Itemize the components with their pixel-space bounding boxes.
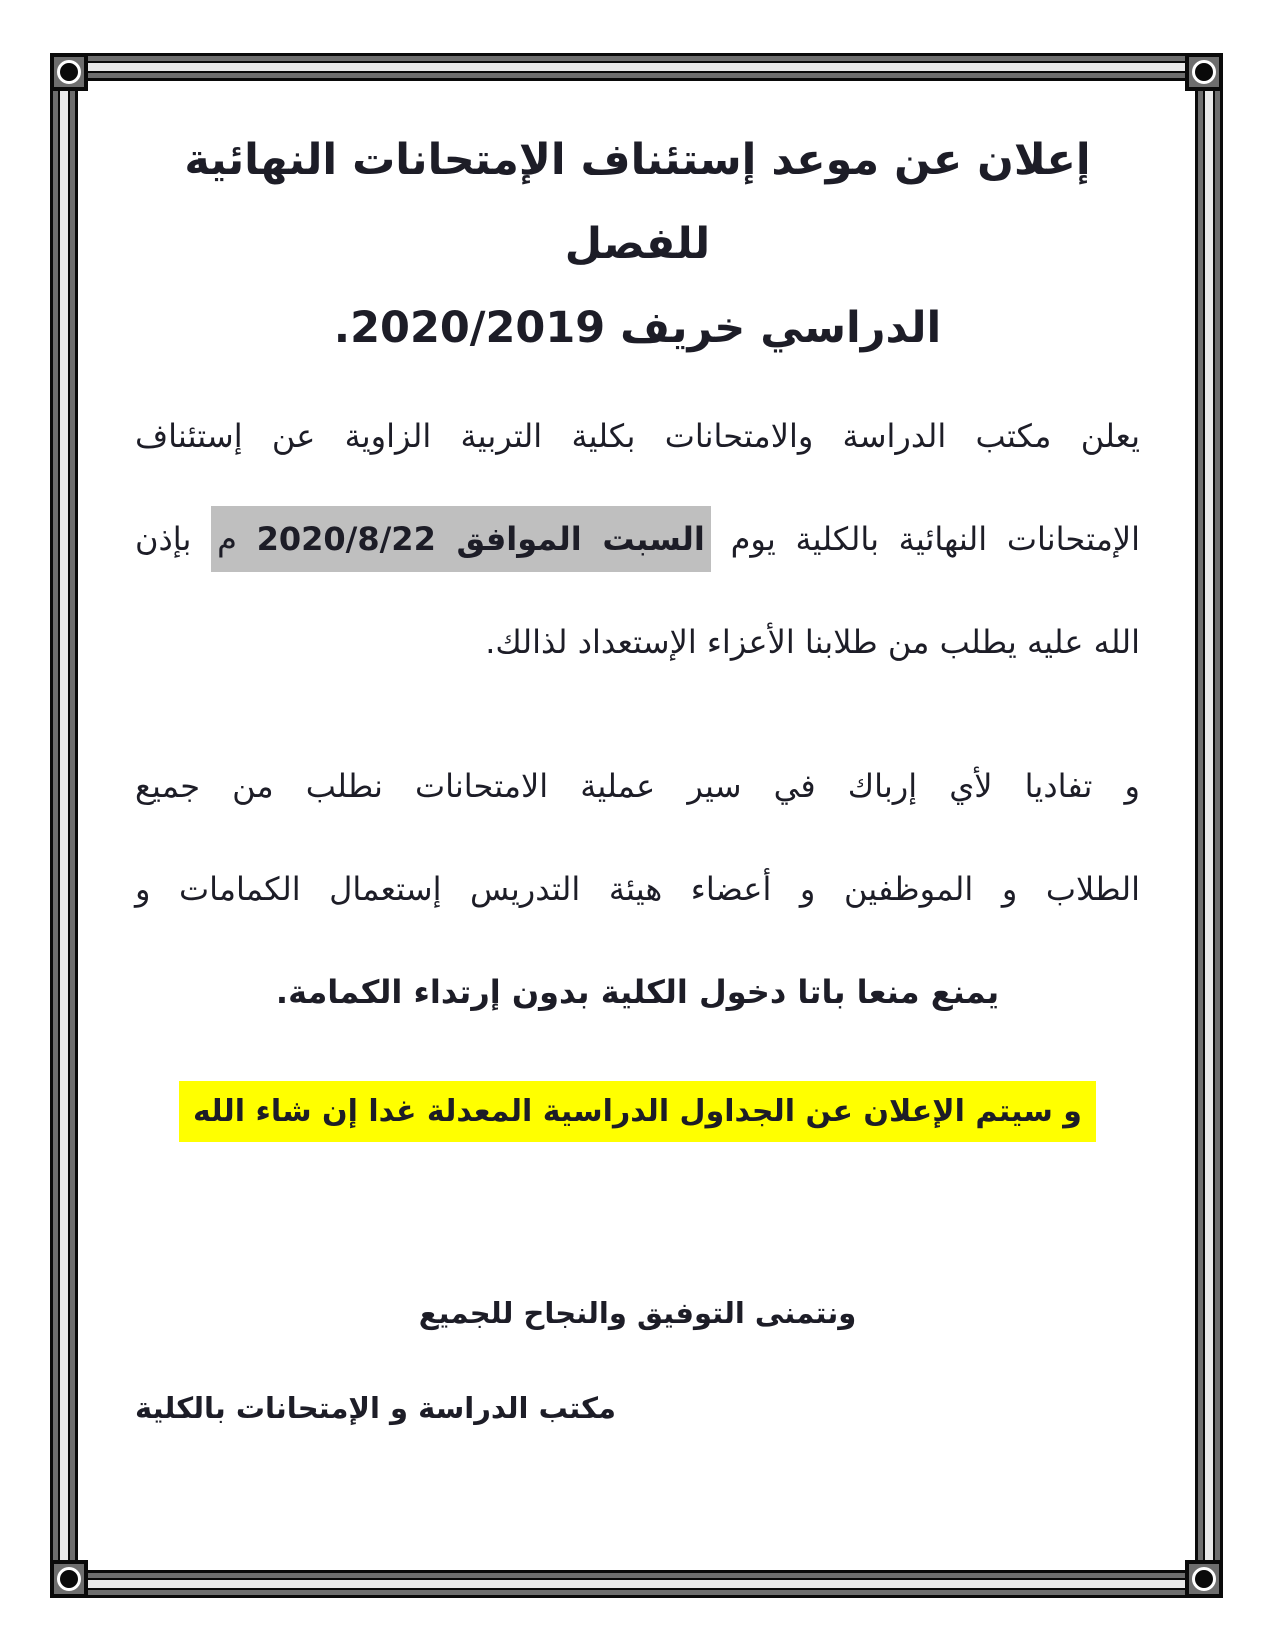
document-title [135, 118, 1140, 370]
corner-ornament-bottom-right [1185, 1560, 1223, 1598]
paragraph1-line2 [135, 488, 1140, 591]
paragraph2-line3-mask-rule: يمنع منعا باتا دخول الكلية بدون إرتداء الكمامة. [275, 973, 1000, 1011]
corner-ornament-top-right [1185, 53, 1223, 91]
closing-wishes: ونتمنى التوفيق والنجاح للجميع [418, 1296, 857, 1330]
paragraph-mask-requirement [135, 735, 1140, 1044]
border-edge-right [1195, 89, 1223, 1562]
title-line-2: الدراسي خريف 2020/2019. [333, 303, 942, 353]
paragraph1-line3: الله عليه يطلب من طلابنا الأعزاء الإستعداد لذالك. [485, 623, 1140, 661]
corner-ornament-bottom-left [50, 1560, 88, 1598]
yellow-highlighted-text: و سيتم الإعلان عن الجداول الدراسية المعدلة غدا إن شاء الله [179, 1081, 1096, 1142]
exam-date-suffix: م [217, 520, 257, 558]
paragraph1-line2-pre: الإمتحانات النهائية بالكلية يوم [710, 520, 1141, 558]
corner-ornament-top-left [50, 53, 88, 91]
title-line-1: إعلان عن موعد إستئناف الإمتحانات النهائية للفصل [184, 135, 1091, 269]
border-edge-top [86, 53, 1187, 81]
highlighted-exam-date [211, 506, 711, 572]
paragraph2-line2: الطلاب و الموظفين و أعضاء هيئة التدريس إستعمال الكمامات و [135, 870, 1140, 908]
exam-date-text: السبت الموافق 2020/8/22 [256, 520, 705, 558]
schedule-announcement-line [135, 1080, 1140, 1144]
paragraph2-line1: و تفاديا لأي إرباك في سير عملية الامتحانات نطلب من جميع [135, 767, 1140, 805]
paragraph-exam-resumption [135, 385, 1140, 694]
border-edge-left [50, 89, 78, 1562]
border-edge-bottom [86, 1570, 1187, 1598]
paragraph1-line2-post: بإذن [135, 520, 212, 558]
paragraph1-line1: يعلن مكتب الدراسة والامتحانات بكلية التربية الزاوية عن إستئناف [135, 417, 1140, 455]
office-signature: مكتب الدراسة و الإمتحانات بالكلية [135, 1391, 616, 1425]
